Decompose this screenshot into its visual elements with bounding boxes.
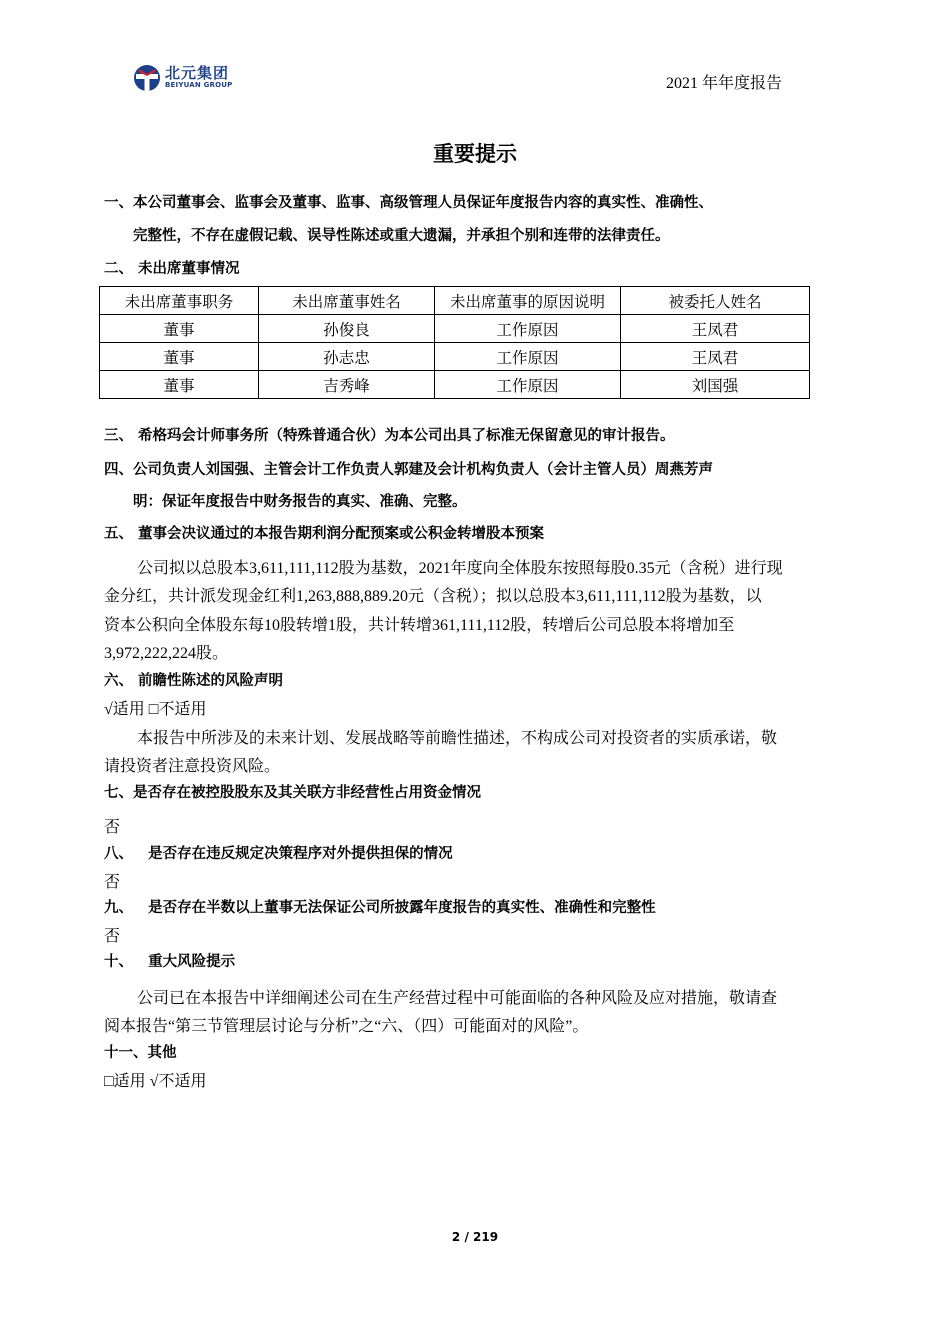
section-11-applicability: □适用 √不适用 xyxy=(104,1073,207,1090)
table-header-cell: 未出席董事的原因说明 xyxy=(435,287,621,315)
section-1-line-2: 完整性，不存在虚假记载、误导性陈述或重大遗漏，并承担个别和连带的法律责任。 xyxy=(133,228,670,244)
table-header-cell: 未出席董事职务 xyxy=(100,287,259,315)
table-cell: 工作原因 xyxy=(435,315,621,343)
section-8-heading: 八、 是否存在违反规定决策程序对外提供担保的情况 xyxy=(104,846,453,862)
section-6-applicability: √适用 □不适用 xyxy=(104,701,207,718)
report-title: 2021 年年度报告 xyxy=(665,75,782,92)
section-4-line-2: 明：保证年度报告中财务报告的真实、准确、完整。 xyxy=(133,494,467,510)
dividend-paragraph-line-3: 资本公积向全体股东每10股转增1股，共计转增361,111,112股，转增后公司总股本将增加至 xyxy=(104,617,735,634)
section-9-heading: 九、 是否存在半数以上董事无法保证公司所披露年度报告的真实性、准确性和完整性 xyxy=(104,900,656,916)
section-2-heading: 二、 未出席董事情况 xyxy=(104,261,240,277)
section-6-paragraph-line-1: 本报告中所涉及的未来计划、发展战略等前瞻性描述，不构成公司对投资者的实质承诺，敬 xyxy=(137,730,778,747)
section-8-answer: 否 xyxy=(104,874,121,891)
table-header-cell: 未出席董事姓名 xyxy=(259,287,435,315)
section-9-answer: 否 xyxy=(104,928,121,945)
table-row xyxy=(100,371,810,399)
table-cell: 工作原因 xyxy=(435,343,621,371)
section-4-line-1: 四、公司负责人刘国强、主管会计工作负责人郭建及会计机构负责人（会计主管人员）周燕芳声 xyxy=(104,462,713,478)
dividend-paragraph-line-1: 公司拟以总股本3,611,111,112股为基数，2021年度向全体股东按照每股0.35元（含税）进行现 xyxy=(137,560,783,577)
table-cell: 吉秀峰 xyxy=(259,371,435,399)
logo-text-en: BEIYUAN GROUP xyxy=(165,81,233,89)
table-cell: 董事 xyxy=(100,371,259,399)
table-cell: 王凤君 xyxy=(621,343,810,371)
section-6-heading: 六、 前瞻性陈述的风险声明 xyxy=(104,673,284,689)
section-7-answer: 否 xyxy=(104,819,121,836)
table-row xyxy=(100,343,810,371)
section-11-heading: 十一、其他 xyxy=(104,1045,177,1061)
table-cell: 孙志忠 xyxy=(259,343,435,371)
table-cell: 工作原因 xyxy=(435,371,621,399)
beiyuan-logo-icon xyxy=(133,63,161,93)
table-cell: 刘国强 xyxy=(621,371,810,399)
page-number: 2 / 219 xyxy=(451,1230,499,1244)
section-3-heading: 三、 希格玛会计师事务所（特殊普通合伙）为本公司出具了标准无保留意见的审计报告。 xyxy=(104,428,675,444)
dividend-paragraph-line-2: 金分红，共计派发现金红利1,263,888,889.20元（含税）；拟以总股本3,611,111,112股为基数，以 xyxy=(104,588,762,605)
table-cell: 董事 xyxy=(100,343,259,371)
logo-text-cn: 北元集团 xyxy=(165,64,230,82)
section-7-heading: 七、是否存在被控股股东及其关联方非经营性占用资金情况 xyxy=(104,785,481,801)
page-title: 重要提示 xyxy=(433,142,517,166)
section-1-line-1: 一、本公司董事会、监事会及董事、监事、高级管理人员保证年度报告内容的真实性、准确性、 xyxy=(104,195,713,211)
risk-paragraph-line-2: 阅本报告“第三节管理层讨论与分析”之“六、（四）可能面对的风险”。 xyxy=(104,1018,589,1035)
dividend-paragraph-line-4: 3,972,222,224股。 xyxy=(104,645,229,662)
absent-directors-table xyxy=(99,286,810,399)
risk-paragraph-line-1: 公司已在本报告中详细阐述公司在生产经营过程中可能面临的各种风险及应对措施，敬请查 xyxy=(137,990,778,1007)
table-cell: 王凤君 xyxy=(621,315,810,343)
section-10-heading: 十、 重大风险提示 xyxy=(104,954,236,970)
table-row xyxy=(100,315,810,343)
section-6-paragraph-line-2: 请投资者注意投资风险。 xyxy=(104,758,281,775)
table-header-row xyxy=(100,287,810,315)
table-header-cell: 被委托人姓名 xyxy=(621,287,810,315)
table-cell: 董事 xyxy=(100,315,259,343)
section-5-heading: 五、 董事会决议通过的本报告期利润分配预案或公积金转增股本预案 xyxy=(104,526,545,542)
company-logo xyxy=(133,62,253,94)
table-cell: 孙俊良 xyxy=(259,315,435,343)
